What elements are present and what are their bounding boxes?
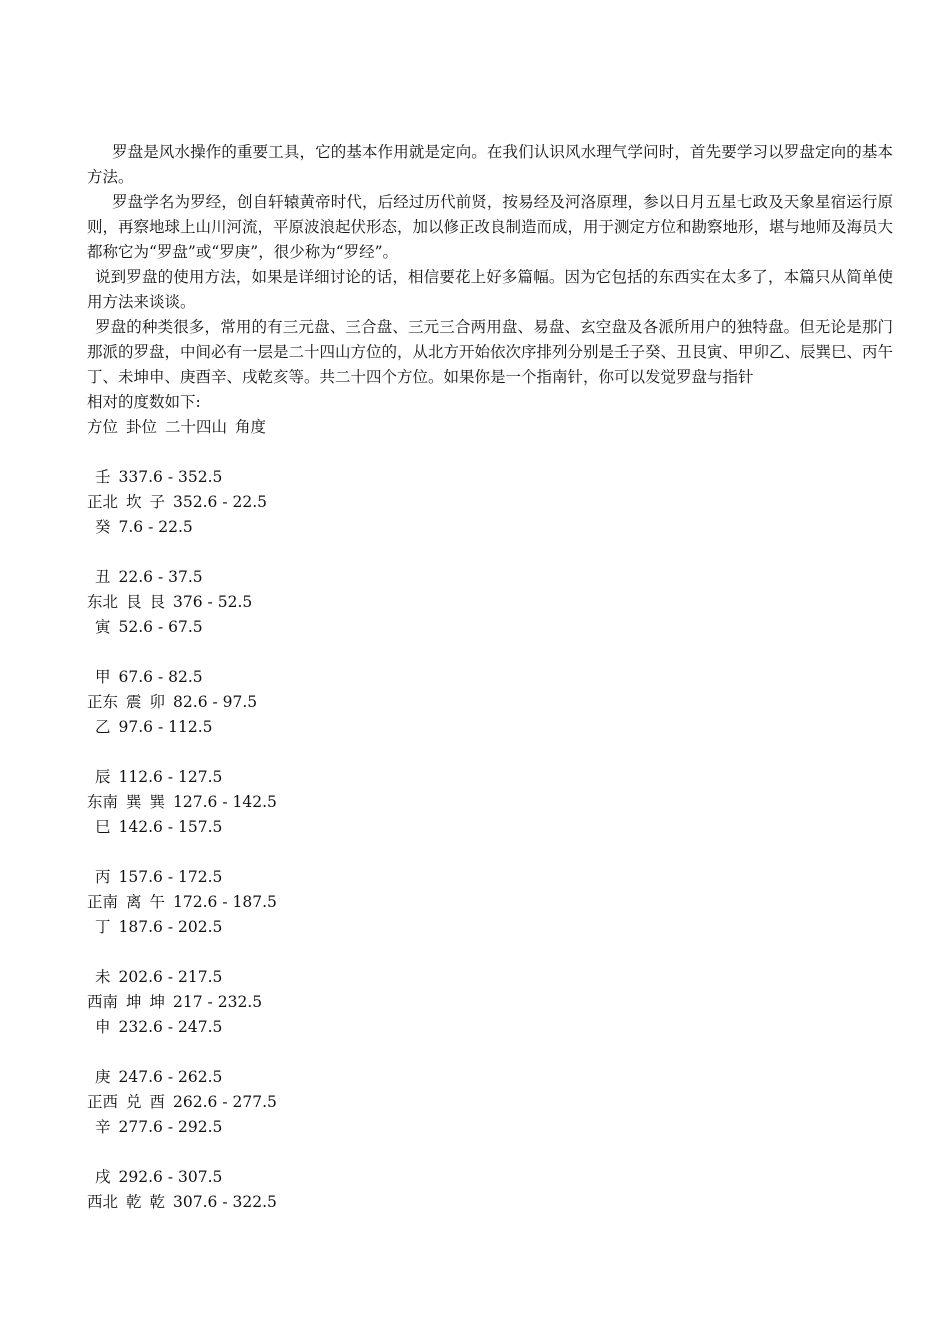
direction-group (87, 465, 893, 540)
cell-mountain: 申 (95, 1018, 111, 1036)
cell-direction: 西南 (87, 993, 119, 1011)
direction-group (87, 765, 893, 840)
cell-mountain: 未 (95, 968, 111, 986)
table-row (87, 515, 893, 540)
cell-direction: 正北 (87, 493, 119, 511)
table-row (87, 965, 893, 990)
cell-mountain: 卯 (149, 693, 166, 711)
table-row (87, 565, 893, 590)
cell-direction: 正西 (87, 1093, 119, 1111)
cell-mountain: 戌 (95, 1168, 111, 1186)
cell-range: 157.6 - 172.5 (118, 868, 223, 886)
cell-mountain: 乾 (149, 1193, 166, 1211)
cell-trigram: 艮 (126, 593, 142, 611)
table-row (87, 990, 893, 1015)
cell-range: 307.6 - 322.5 (173, 1193, 277, 1211)
cell-range: 142.6 - 157.5 (118, 818, 223, 836)
paragraph-usage: 说到罗盘的使用方法，如果是详细讨论的话，相信要花上好多篇幅。因为它包括的东西实在太多了，本篇只从简单使用方法来谈谈。 (87, 268, 893, 311)
cell-mountain: 寅 (95, 618, 111, 636)
cell-trigram: 巽 (126, 793, 142, 811)
table-row (87, 1090, 893, 1115)
cell-mountain: 辛 (95, 1118, 111, 1136)
cell-trigram: 乾 (126, 1193, 142, 1211)
cell-trigram: 兑 (126, 1093, 142, 1111)
table-row (87, 915, 893, 940)
cell-mountain: 壬 (95, 468, 111, 486)
paragraph-types: 罗盘的种类很多，常用的有三元盘、三合盘、三元三合两用盘、易盘、玄空盘及各派所用户的独特盘。但无论是那门那派的罗盘，中间必有一层是二十四山方位的，从北方开始依次序排列分别是壬子癸、丑艮寅、甲卯乙、辰巽巳、丙午丁、未坤申、庚酉辛、戌乾亥等。共二十四个方位。如果你是一个指南针，你可以发觉罗盘与指针 (87, 318, 894, 386)
cell-range: 82.6 - 97.5 (173, 693, 258, 711)
cell-mountain: 巳 (95, 818, 111, 836)
table-header (87, 415, 893, 440)
paragraph-history: 罗盘学名为罗经，创自轩辕黄帝时代，后经过历代前贤，按易经及河洛原理，参以日月五星七政及天象星宿运行原则，再察地球上山川河流，平原波浪起伏形态，加以修正改良制造而成，用于测定方位和勘察地形，堪与地师及海员大都称它为“罗盘”或“罗庚”，很少称为“罗经”。 (87, 193, 894, 261)
table-row (87, 665, 893, 690)
table-row (87, 490, 893, 515)
cell-range: 97.6 - 112.5 (118, 718, 213, 736)
table-row (87, 1065, 893, 1090)
cell-range: 337.6 - 352.5 (118, 468, 223, 486)
header-angle: 角度 (235, 418, 267, 436)
cell-mountain: 庚 (95, 1068, 111, 1086)
table-row (87, 1115, 893, 1140)
header-direction: 方位 (87, 418, 119, 436)
cell-mountain: 坤 (149, 993, 166, 1011)
cell-range: 232.6 - 247.5 (118, 1018, 223, 1036)
cell-range: 376 - 52.5 (173, 593, 253, 611)
table-row (87, 715, 893, 740)
table-row (87, 865, 893, 890)
cell-mountain: 辰 (95, 768, 111, 786)
cell-range: 202.6 - 217.5 (118, 968, 223, 986)
direction-group (87, 665, 893, 740)
cell-range: 247.6 - 262.5 (118, 1068, 223, 1086)
cell-range: 292.6 - 307.5 (118, 1168, 223, 1186)
direction-group (87, 965, 893, 1040)
header-trigram: 卦位 (126, 418, 158, 436)
cell-range: 277.6 - 292.5 (118, 1118, 223, 1136)
cell-mountain: 丁 (95, 918, 111, 936)
table-row (87, 765, 893, 790)
cell-range: 217 - 232.5 (173, 993, 263, 1011)
table-row (87, 615, 893, 640)
cell-trigram: 震 (126, 693, 142, 711)
cell-mountain: 艮 (149, 593, 166, 611)
header-mountains: 二十四山 (165, 418, 228, 436)
direction-group (87, 1165, 893, 1215)
cell-mountain: 甲 (95, 668, 111, 686)
document-page (87, 140, 893, 1240)
direction-group (87, 865, 893, 940)
cell-range: 187.6 - 202.5 (118, 918, 223, 936)
cell-range: 127.6 - 142.5 (173, 793, 277, 811)
table-row (87, 815, 893, 840)
cell-range: 262.6 - 277.5 (173, 1093, 277, 1111)
table-row (87, 465, 893, 490)
cell-mountain: 午 (149, 893, 166, 911)
cell-mountain: 巽 (149, 793, 166, 811)
cell-range: 352.6 - 22.5 (173, 493, 268, 511)
cell-trigram: 坎 (126, 493, 142, 511)
cell-range: 112.6 - 127.5 (118, 768, 223, 786)
table-row (87, 690, 893, 715)
cell-mountain: 酉 (149, 1093, 166, 1111)
table-row (87, 1190, 893, 1215)
direction-group (87, 565, 893, 640)
cell-trigram: 坤 (126, 993, 142, 1011)
cell-range: 22.6 - 37.5 (118, 568, 203, 586)
cell-range: 7.6 - 22.5 (118, 518, 193, 536)
paragraph-intro: 罗盘是风水操作的重要工具，它的基本作用就是定向。在我们认识风水理气学问时，首先要学习以罗盘定向的基本方法。 (87, 143, 893, 186)
cell-trigram: 离 (126, 893, 142, 911)
cell-mountain: 乙 (95, 718, 111, 736)
cell-mountain: 子 (149, 493, 166, 511)
cell-direction: 东南 (87, 793, 119, 811)
cell-range: 52.6 - 67.5 (118, 618, 203, 636)
cell-mountain: 癸 (95, 518, 111, 536)
table-row (87, 790, 893, 815)
cell-direction: 正南 (87, 893, 119, 911)
table-row (87, 1015, 893, 1040)
cell-direction: 正东 (87, 693, 119, 711)
table-row (87, 1165, 893, 1190)
cell-range: 67.6 - 82.5 (118, 668, 203, 686)
cell-range: 172.6 - 187.5 (173, 893, 277, 911)
cell-direction: 西北 (87, 1193, 119, 1211)
cell-mountain: 丑 (95, 568, 111, 586)
table-row (87, 590, 893, 615)
direction-group (87, 1065, 893, 1140)
table-row (87, 890, 893, 915)
direction-table (87, 465, 893, 1215)
cell-mountain: 丙 (95, 868, 111, 886)
cell-direction: 东北 (87, 593, 119, 611)
degree-intro-line: 相对的度数如下: (87, 393, 201, 411)
